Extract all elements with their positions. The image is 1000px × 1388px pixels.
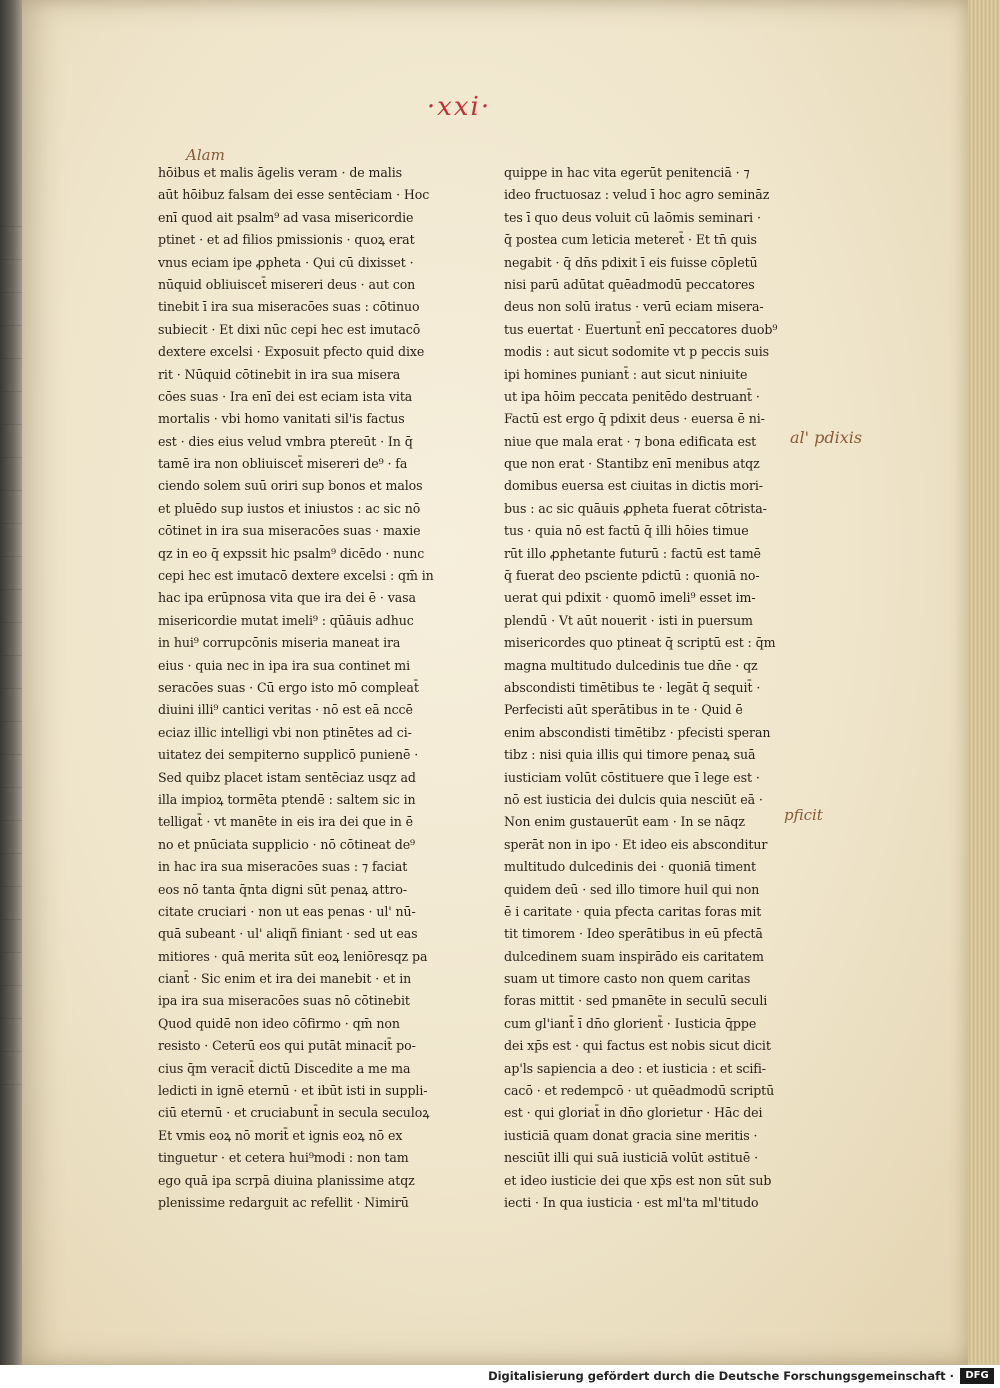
text-line: quā subeant · ul' aliqñ finiant · sed ut eas	[158, 926, 418, 942]
text-line: citate cruciari · non ut eas penas · ul' nū-	[158, 903, 416, 919]
text-line: uitatez dei sempiterno supplicō punienē ·	[158, 747, 419, 763]
text-line: Non enim gustauerūt eam · In se nāqz	[504, 814, 745, 830]
text-line: in hac ira sua miseracōes suas : ⁊ faciat	[158, 859, 408, 875]
text-line: resisto · Ceterū eos qui putāt minacit̄ po-	[158, 1038, 416, 1054]
text-line: magna multitudo dulcedinis tue dn̄e · qz	[504, 657, 758, 673]
text-line: multitudo dulcedinis dei · quoniā timent	[504, 859, 757, 875]
text-line: dei xp̄s est · qui factus est nobis sicut dicit	[504, 1038, 771, 1054]
text-line: est · dies eius velud vmbra ptereūt · In q̄	[158, 433, 413, 449]
marginal-annotation-right-2: pficit	[784, 806, 823, 824]
text-line: sperāt non in ipo · Et ideo eis absconditur	[504, 836, 768, 852]
text-line: cacō · et redempcō · ut quēadmodū scriptū	[504, 1083, 775, 1099]
text-line: ipi homines puniant̄ : aut sicut niniuite	[504, 366, 748, 382]
text-line: q̄ fuerat deo psciente pdictū : quoniā no-	[504, 568, 760, 584]
text-line: illa impioꝝ tormēta ptendē : saltem sic in	[158, 791, 416, 807]
page-stack-edge	[968, 0, 1000, 1365]
text-line: dulcedinem suam inspirādo eis caritatem	[504, 948, 764, 964]
text-line: iusticiā quam donat gracia sine meritis ·	[504, 1127, 758, 1143]
text-line: iusticiam volūt cōstituere que ī lege est ·	[504, 769, 760, 785]
text-line: Quod quidē non ideo cōfirmo · qm̄ non	[158, 1015, 400, 1031]
footer-credit: Digitalisierung gefördert durch die Deutsche Forschungsgemeinschaft ·	[488, 1369, 954, 1383]
text-line: quidem deū · sed illo timore huil qui non	[504, 881, 760, 897]
text-line: nō est iusticia dei dulcis quia nesciūt eā ·	[504, 791, 763, 807]
text-line: et ideo iusticie dei que xp̄s est non sūt sub	[504, 1172, 772, 1188]
text-line: seracōes suas · Cū ergo isto mō compleat̄	[158, 679, 419, 695]
text-line: misericordes quo ptineat q̄ scriptū est : q̄m	[504, 635, 776, 651]
folio-number: ·xxi·	[426, 92, 492, 122]
text-line: enim abscondisti timētibz · pfecisti speran	[504, 724, 771, 740]
text-line: iecti · In qua iusticia · est ml'ta ml'titudo	[504, 1194, 759, 1210]
text-line: nūquid obliuiscet̄ misereri deus · aut con	[158, 276, 416, 292]
text-line: cōtinet in ira sua miseracōes suas · maxie	[158, 523, 421, 539]
text-line: rūt illo ꝓphetante futurū : factū est tamē	[504, 545, 761, 561]
dfg-logo: DFG	[960, 1368, 994, 1384]
text-line: niue que mala erat · ⁊ bona edificata est	[504, 433, 757, 449]
text-line: eciaz illic intelligi vbi non ptinētes ad ci-	[158, 724, 412, 740]
text-line: enī quod ait psalm⁹ ad vasa misericordie	[158, 209, 414, 225]
text-line: Factū est ergo q̄ pdixit deus · euersa ē ni-	[504, 411, 765, 427]
text-line: tes ī quo deus voluit cū laōmis seminari ·	[504, 209, 761, 225]
text-line: foras mittit · sed pmanēte in seculū seculi	[504, 993, 768, 1009]
text-line: hac ipa erūpnosa vita que ira dei ē · vasa	[158, 590, 416, 606]
marginal-annotation-top: Alam	[186, 146, 225, 164]
text-line: tit timorem · Ideo sperātibus in eū pfectā	[504, 926, 763, 942]
text-line: tus · quia nō est factū q̄ illi hōies timue	[504, 523, 749, 539]
text-column-right	[504, 162, 792, 1214]
text-line: misericordie mutat imeli⁹ : qūāuis adhuc	[158, 612, 414, 628]
text-line: tinguetur · et cetera hui⁹modi : non tam	[158, 1150, 409, 1166]
text-line: tamē ira non obliuiscet̄ misereri de⁹ · fa	[158, 456, 408, 472]
text-line: ut ipa hōim peccata penitēdo destruant̄ ·	[504, 388, 760, 404]
text-line: diuini illi⁹ cantici veritas · nō est eā nccē	[158, 702, 413, 718]
footer-bar	[0, 1365, 1000, 1388]
text-line: nisi parū adūtat quēadmodū peccatores	[504, 276, 755, 292]
text-line: nesciūt illi qui suā iusticiā volūt əstituē ·	[504, 1150, 759, 1166]
text-line: mortalis · vbi homo vanitati sil'is factus	[158, 411, 405, 427]
text-line: ipa ira sua miseracōes suas nō cōtinebit	[158, 993, 410, 1009]
text-line: tus euertat · Euertunt̄ enī peccatores duob⁹	[504, 321, 778, 337]
text-line: mitiores · quā merita sūt eoꝝ leniōresqz pa	[158, 948, 428, 964]
text-line: q̄ postea cum leticia meteret̄ · Et tn̄ quis	[504, 232, 757, 248]
text-line: est · qui gloriat̄ in dn̄o glorietur · Hāc dei	[504, 1105, 763, 1121]
text-line: no et pnūciata supplicio · nō cōtineat de⁹	[158, 836, 416, 852]
text-line: domibus euersa est ciuitas in dictis mori-	[504, 478, 763, 494]
text-line: bus : ac sic quāuis ꝓpheta fuerat cōtrista-	[504, 500, 767, 516]
text-line: uerat qui pdixit · quomō imeli⁹ esset im-	[504, 590, 756, 606]
text-line: cius q̄m veracit̄ dictū Discedite a me ma	[158, 1060, 411, 1076]
text-line: deus non solū iratus · verū eciam misera-	[504, 299, 764, 315]
text-line: vnus eciam ipe ꝓpheta · Qui cū dixisset ·	[158, 254, 414, 270]
text-line: subiecit · Et dixi nūc cepi hec est imutacō	[158, 321, 421, 337]
text-line: ideo fructuosaz : velud ī hoc agro semināz	[504, 187, 770, 203]
marginal-annotation-right-1: al' pdixis	[790, 428, 863, 447]
text-line: Sed quibz placet istam sentēciaz usqz ad	[158, 769, 416, 785]
text-line: ego quā ipa scrpā diuina planissime atqz	[158, 1172, 415, 1188]
text-line: et pluēdo sup iustos et iniustos : ac sic nō	[158, 500, 421, 516]
text-line: que non erat · Stantibz enī menibus atqz	[504, 456, 760, 472]
text-line: tibz : nisi quia illis qui timore penaꝝ suā	[504, 747, 756, 763]
text-line: cōes suas · Ira enī dei est eciam ista vita	[158, 388, 413, 404]
text-line: Et vmis eoꝝ nō morit̄ et ignis eoꝝ nō ex	[158, 1127, 403, 1143]
text-line: ap'ls sapiencia a deo : et iusticia : et scifi-	[504, 1060, 766, 1076]
text-line: Perfecisti aūt sperātibus in te · Quid ē	[504, 702, 743, 718]
text-line: quippe in hac vita egerūt penitenciā · ⁊	[504, 165, 750, 180]
text-line: tinebit ī ira sua miseracōes suas : cōtinuo	[158, 299, 420, 315]
text-line: ledicti in ignē eternū · et ibūt isti in suppli-	[158, 1083, 428, 1099]
text-column-left	[158, 162, 448, 1214]
text-line: abscondisti timētibus te · legāt q̄ sequit̄ ·	[504, 679, 761, 695]
text-line: negabit · q̄ dn̄s pdixit ī eis fuisse cōpletū	[504, 254, 758, 270]
text-line: ptinet · et ad filios pmissionis · quoꝝ erat	[158, 232, 415, 248]
text-line: cepi hec est imutacō dextere excelsi : qm̄ in	[158, 568, 434, 584]
text-line: rit · Nūquid cōtinebit in ira sua misera	[158, 366, 401, 382]
text-line: eos nō tanta q̄nta digni sūt penaꝝ attro-	[158, 881, 408, 897]
text-line: suam ut timore casto non quem caritas	[504, 971, 751, 987]
text-line: telligat̄ · vt manēte in eis ira dei que in ē	[158, 814, 413, 830]
text-line: qz in eo q̄ expssit hic psalm⁹ dicēdo · nunc	[158, 545, 425, 561]
text-line: cum gl'iant̄ ī dn̄o glorient̄ · Iusticia q̄ppe	[504, 1015, 757, 1031]
text-line: ē i caritate · quia pfecta caritas foras mit	[504, 903, 762, 919]
text-line: modis : aut sicut sodomite vt p peccis suis	[504, 344, 770, 360]
text-line: dextere excelsi · Exposuit pfecto quid dixe	[158, 344, 425, 360]
text-line: hōibus et malis āgelis veram · de malis	[158, 165, 403, 180]
text-line: ciendo solem suū oriri sup bonos et malos	[158, 478, 423, 494]
text-line: aūt hōibuz falsam dei esse sentēciam · Hoc	[158, 187, 430, 203]
text-line: eius · quia nec in ipa ira sua continet mi	[158, 657, 411, 673]
text-line: plenissime redarguit ac refellit · Nimirū	[158, 1194, 409, 1210]
text-line: ciū eternū · et cruciabunt̄ in secula seculoꝝ	[158, 1105, 430, 1121]
text-line: plendū · Vt aūt nouerit · isti in puersum	[504, 612, 753, 628]
text-line: ciant̄ · Sic enim et ira dei manebit · et in	[158, 971, 412, 987]
text-line: in hui⁹ corrupcōnis miseria maneat ira	[158, 635, 401, 651]
